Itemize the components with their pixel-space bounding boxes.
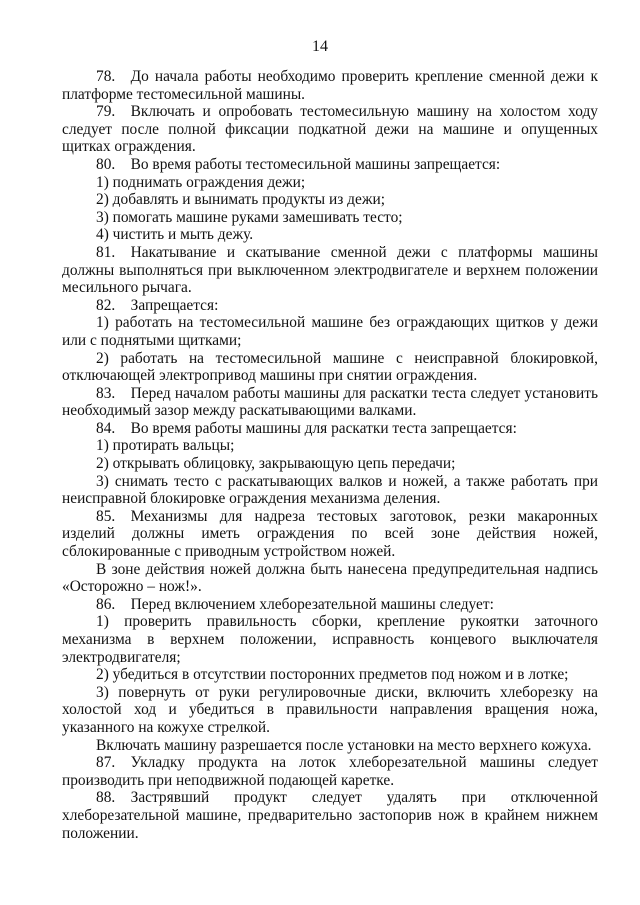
list-item-84-1: 1) протирать вальцы; xyxy=(96,437,235,455)
list-item-80-2: 2) добавлять и вынимать продукты из дежи; xyxy=(96,191,385,209)
paragraph-84: 84. Во время работы машины для раскатки теста запрещается: xyxy=(96,419,517,437)
page-number: 14 xyxy=(312,38,328,55)
paragraph-86-note: Включать машину разрешается после установки на место верхнего кожуха. xyxy=(96,736,592,754)
paragraph-82: 82. Запрещается: xyxy=(96,296,219,314)
document-body xyxy=(62,68,598,842)
list-item-86-3: 3) повернуть от руки регулировочные диски, включить хлеборезку на холостой ход и убедиться в правильности направления вращения ножа, указанного на кожухе стрелкой. xyxy=(62,683,598,736)
paragraph-86: 86. Перед включением хлеборезательной машины следует: xyxy=(96,595,494,613)
list-item-82-2: 2) работать на тестомесильной машине с неисправной блокировкой, отключающей электропривод машины при снятии ограждения. xyxy=(62,349,598,385)
list-item-84-3: 3) снимать тесто с раскатывающих валков и ножей, а также работать при неисправной блокировке ограждения механизма деления. xyxy=(62,472,598,508)
paragraph-85: 85. Механизмы для надреза тестовых заготовок, резки макаронных изделий должны иметь ограждения по всей зоне действия ножей, сблокированные с приводным устройством ножей. xyxy=(62,507,598,561)
paragraph-88: 88. Застрявший продукт следует удалять при отключенной хлеборезательной машине, предварительно застопорив нож в крайнем нижнем положении. xyxy=(62,789,598,842)
paragraph-78: 78. До начала работы необходимо проверить крепление сменной дежи к платформе тестомесильной машины. xyxy=(62,68,598,103)
paragraph-80: 80. Во время работы тестомесильной машины запрещается: xyxy=(96,155,501,173)
paragraph-81: 81. Накатывание и скатывание сменной дежи с платформы машины должны выполняться при выключенном электродвигателе и верхнем положении месильного рычага. xyxy=(62,243,598,297)
list-item-82-1: 1) работать на тестомесильной машине без ограждающих щитков у дежи или с поднятыми щитками; xyxy=(62,314,598,349)
paragraph-79: 79. Включать и опробовать тестомесильную машину на холостом ходу следует после полной фиксации подкатной дежи на машине и опущенных щитках ограждения. xyxy=(62,103,598,156)
list-item-80-1: 1) поднимать ограждения дежи; xyxy=(96,173,306,191)
list-item-84-2: 2) открывать облицовку, закрывающую цепь передачи; xyxy=(96,455,456,473)
paragraph-83: 83. Перед началом работы машины для раскатки теста следует установить необходимый зазор между раскатывающими валками. xyxy=(62,384,598,420)
list-item-80-4: 4) чистить и мыть дежу. xyxy=(96,226,254,244)
list-item-80-3: 3) помогать машине руками замешивать тесто; xyxy=(96,208,403,226)
list-item-86-1: 1) проверить правильность сборки, крепление рукоятки заточного механизма в верхнем положении, исправность концевого выключателя электродвигателя; xyxy=(62,613,598,666)
paragraph-85-warning: В зоне действия ножей должна быть нанесена предупредительная надпись «Осторожно – нож!». xyxy=(62,560,598,596)
list-item-86-2: 2) убедиться в отсутствии посторонних предметов под ножом и в лотке; xyxy=(96,666,569,684)
paragraph-87: 87. Укладку продукта на лоток хлеборезательной машины следует производить при неподвижной подающей каретке. xyxy=(62,754,598,789)
